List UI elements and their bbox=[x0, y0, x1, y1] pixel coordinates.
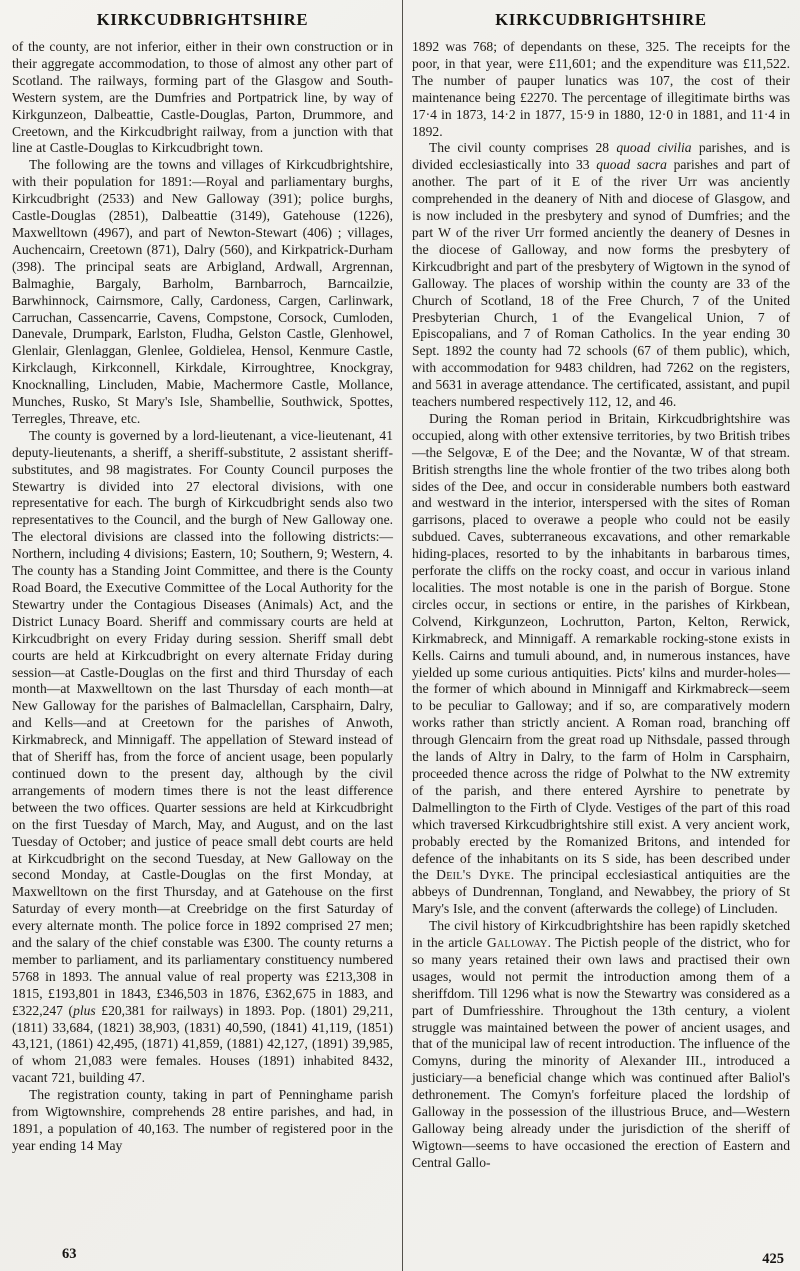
paragraph bbox=[12, 428, 393, 1087]
paragraph bbox=[12, 1087, 393, 1155]
body-text: During the Roman period in Britain, Kirkcudbrightshire was occupied, along with other extensive territories, by two British tribes—the Selgovæ, E of the Dee; and the Novantæ, W of that stream. British strengths line the whole frontier of the two tribes along both sides of the Dee, and occur in considerable numbers both eastward and westward in the interior, interspersed with the sites of Roman garrisons, placed to overawe a people who could not be easily subdued. Caves, subterraneous excavations, and other remarkable hiding-places, resorted to by the inhabitants in barbarous times, perforate the cliffs on the rocky coast, and occur in various inland localities. The most notable is one in the parish of Borgue. Stone circles occur, in sections or entire, in the parishes of Kirkbean, Colvend, Kirkgunzeon, Lochrutton, Parton, Kelton, Rerwick, Kirkmabreck, and Minnigaff. A remarkable rocking-stone exists in Kells. Cairns and tumuli abound, and, in numerous instances, have yielded up some curious antiquities. Picts' kilns and murder-holes—the former of which abound in Minnigaff and Kirkmabreck—seem to be peculiar to Galloway; and if so, are comparatively modern works rather than strictly ancient. A Roman road, branching off through Glencairn from the great road up Nithsdale, passed through the lands of Altry in Dalry, to the farm of Holm in Carsphairn, proceeded thence across the ridge of Polwhat to the NW extremity of the parish, and there entered Ayrshire to penetrate by Dalmellington to the Firth of Clyde. Vestiges of the part of this road which traversed Kirkcudbrightshire still exist. A very ancient work, probably erected by the Romanized Britons, and intended for defence of the inhabitants on its S side, has been described under the bbox=[412, 410, 790, 883]
body-text: 1892 was 768; of dependants on these, 325. The receipts for the poor, in that year, were £11,601; and the expenditure was £11,522. The number of pauper lunatics was 107, the cost of their maintenance being £2270. The percentage of illegitimate births was 17·4 in 1873, 14·2 in 1877, 15·9 in 1880, 12·0 in 1881, and 11·4 in 1892. bbox=[412, 39, 790, 139]
body-text: . The principal ecclesiastical antiquities are the abbeys of Dundrennan, Tongland, and Newabbey, the priory of St Mary's Isle, and the convent (afterwards the college) of Lincluden. bbox=[412, 867, 791, 917]
body-text: parishes and part of another. The part of it E of the river Urr was anciently comprehended in the deanery of Nith and diocese of Glasgow, and is now included in the presbytery and synod of Dumfries; and the part W of the river Urr formed anciently the deanery of Desnes in the diocese of Galloway, and now forms the presbytery of Kirkcudbright and part of the presbytery of Wigtown in the synod of Galloway. The places of worship within the county are 33 of the Church of Scotland, 18 of the Free Church, 7 of the United Presbyterian Church, 1 of the Evangelical Union, 7 of Episcopalians, and 7 of Roman Catholics. In the year ending 30 Sept. 1892 the county had 72 schools (67 of them public), which, with accommodation for 9483 children, had 7262 on the registers, and 5631 in average attendance. The certificated, assistant, and pupil teachers numbered respectively 112, 12, and 46. bbox=[412, 157, 791, 410]
paragraph bbox=[412, 411, 790, 918]
body-text: £20,381 for railways) in 1893. Pop. (1801) 29,211, (1811) 33,684, (1821) 38,903, (1831) 40,590, (1841) 41,119, (1851) 43,121, (1861) 42,495, (1871) 41,859, (1881) 42,127, (1891) 39,985, of whom 21,083 were females. Houses (1891) inhabited 8432, vacant 721, building 47. bbox=[12, 1002, 393, 1086]
italic-text: quoad civilia bbox=[616, 140, 692, 156]
left-column-text bbox=[12, 39, 393, 1155]
left-page-number: 63 bbox=[62, 1246, 77, 1262]
paragraph bbox=[412, 918, 790, 1172]
left-column-header: KIRKCUDBRIGHTSHIRE bbox=[96, 10, 309, 29]
small-caps-text: Galloway bbox=[486, 935, 548, 951]
body-text: . The Pictish people of the district, who for so many years retained their own laws and practised their own usages, would not permit the introduction among them of a sheriffdom. Till 1296 what is now the Stewartry was considered as a part of Dumfriesshire. Throughout the 13th century, a violent struggle was maintained between the power of ancient usages, and that of the municipal law of recent introduction. The influence of the Comyns, during the minority of Alexander III., introduced a justiciary—a beneficial change which was continued after Baliol's dethronement. The Comyn's forfeiture placed the lordship of Galloway in the possession of the illustrious Bruce, and—Western Galloway being already under the jurisdiction of the sheriff of Wigtown—seems to have occasioned the erection of Eastern and Central Gallo- bbox=[412, 935, 790, 1170]
body-text: parishes, and is divided ecclesiastically into 33 bbox=[412, 140, 790, 173]
paragraph bbox=[412, 140, 790, 411]
body-text: of the county, are not inferior, either in their own construction or in their aggregate accommodation, to those of almost any other part of Scotland. The railways, forming part of the Glasgow and South-Western system, are the Dumfries and Portpatrick line, by way of Kirkgunzeon, Dalbeattie, Castle-Douglas, Parton, Drummore, and Creetown, and the Kirkcudbright railway, from a junction with that line at Castle-Douglas to Kirkcudbright town. bbox=[12, 39, 393, 156]
paragraph bbox=[412, 39, 790, 140]
italic-text: quoad sacra bbox=[596, 157, 667, 173]
body-text: The registration county, taking in part of Penninghame parish from Wigtownshire, comprehends 28 entire parishes, and had, in 1891, a population of 40,163. The number of registered poor in the year ending 14 May bbox=[12, 1087, 393, 1153]
right-column-text bbox=[412, 39, 790, 1172]
small-caps-text: Deil's Dyke bbox=[436, 867, 511, 883]
body-text: The following are the towns and villages of Kirkcudbrightshire, with their population for 1891:—Royal and parliamentary burghs, Kirkcudbright (2533) and New Galloway (391); police burghs, Castle-Douglas (2851), Dalbeattie (3149), Gatehouse (1226), Maxwelltown (4967), and part of Newton-Stewart (406) ; villages, Auchencairn, Creetown (871), Dalry (560), and Kirkpatrick-Durham (398). The principal seats are Arbigland, Ardwall, Argrennan, Balmaghie, Bargaly, Barholm, Barnbarroch, Barncailzie, Barwhinnock, Cairnsmore, Cally, Cardoness, Cargen, Carlinwark, Carruchan, Cassencarrie, Cavens, Compstone, Corsock, Cumloden, Danevale, Drumpark, Earlston, Fludha, Gelston Castle, Glenhowel, Glenlair, Glenlaggan, Glenlee, Goldielea, Hensol, Kenmure Castle, Kirkclaugh, Kirkconnell, Kirkdale, Kirroughtree, Knockgray, Knocknalling, Lincluden, Mabie, Machermore Castle, Mollance, Munches, Rusko, St Mary's Isle, Shambellie, Southwick, Spottes, Terregles, Threave, etc. bbox=[12, 157, 393, 426]
right-column-header: KIRKCUDBRIGHTSHIRE bbox=[495, 10, 707, 29]
italic-text: plus bbox=[73, 1002, 96, 1018]
body-text: The civil history of Kirkcudbrightshire has been rapidly sketched in the article bbox=[412, 918, 790, 951]
body-text: The civil county comprises 28 bbox=[429, 140, 617, 156]
right-page-number: 425 bbox=[762, 1251, 784, 1267]
right-column bbox=[402, 0, 800, 1271]
paragraph bbox=[12, 157, 393, 428]
body-text: The county is governed by a lord-lieutenant, a vice-lieutenant, 41 deputy-lieutenants, a sheriff, a sheriff-substitute, 2 assistant sheriff-substitutes, and 98 magistrates. For County Council purposes the Stewartry is divided into 27 electoral divisions, with one representative for each. The burgh of Kirkcudbright sends also two representatives to the Council, and the burgh of New Galloway one. The electoral divisions are classed into the following districts:—Northern, including 4 divisions; Eastern, 10; Southern, 9; Western, 4. The county has a Standing Joint Committee, and there is the County Road Board, the Executive Committee of the Local Authority for the Stewartry under the Contagious Diseases (Animals) Act, and the District Lunacy Board. Sheriff and commissary courts are held at Kirkcudbright on every Friday during session. Sheriff small debt courts are held at Kirkcudbright on every alternate Friday during session—at Castle-Douglas on the first and third Thursday of each month—at Maxwelltown on the last Thursday of each month—at New Galloway for the parishes of Balmaclellan, Carsphairn, Dalry, and Kells—and at Creetown for the parishes of Anwoth, Kirkmabreck, and Minnigaff. The appellation of Steward instead of that of Sheriff has, from the force of ancient usage, been popularly continued down to the present day, although by the civil arrangements of modern times there is not the least difference between the two offices. Quarter sessions are held at Kirkcudbright on the first Tuesday of March, May, and August, and on the last Tuesday of October; and justice of peace small debt courts are held at Kirkcudbright on the second Tuesday, at New Galloway on the second Monday, at Castle-Douglas on the first Monday, at Maxwelltown on the first Thursday, and at Gatehouse on the first Saturday of every month—at Creebridge on the first Saturday of every alternate month. The police force in 1892 comprised 27 men; and the salary of the chief constable was £300. The county returns a member to parliament, and its parliamentary constituency numbered 5768 in 1893. The annual value of real property was £213,308 in 1815, £193,801 in 1843, £346,503 in 1876, £362,675 in 1883, and £322,247 ( bbox=[12, 427, 393, 1018]
paragraph bbox=[12, 39, 393, 157]
